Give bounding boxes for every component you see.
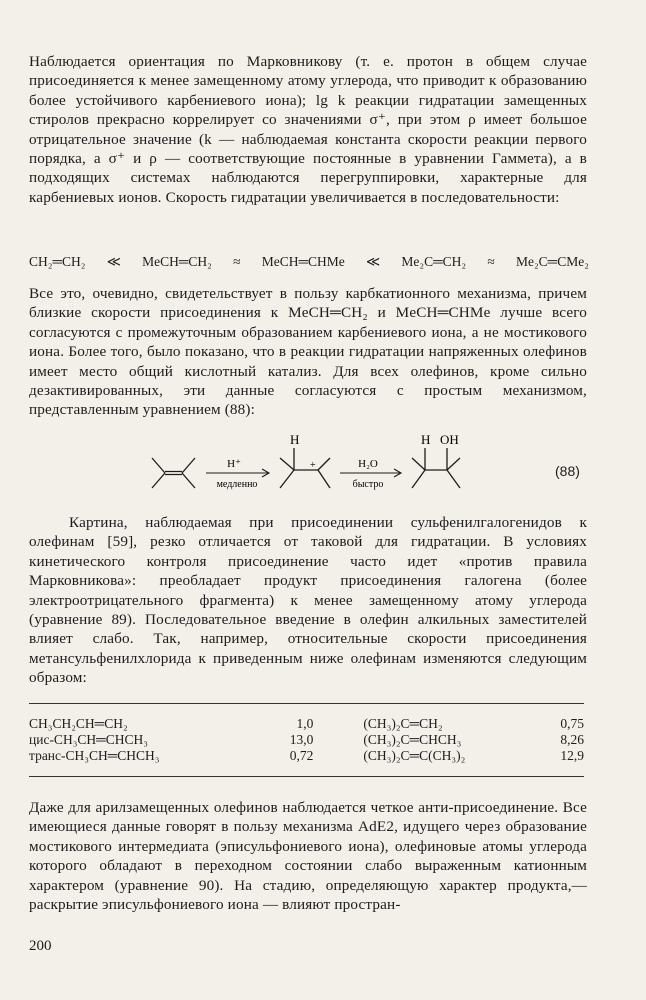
series-item: Me₂C═CH₂: [401, 254, 467, 269]
series-item: MeCH═CHMe: [261, 254, 345, 269]
rate-value: 1,0: [296, 716, 314, 731]
hydration-rate-series: [29, 254, 589, 270]
cation-hydrogen: H: [290, 432, 300, 447]
olefin-name: (CH₃)₂C═CHCH₃: [363, 732, 462, 747]
relative-rates-table: [29, 703, 584, 777]
olefin-name: (CH₃)₂C═CH₂: [363, 716, 443, 731]
paragraph-sulfenyl-halides: Картина, наблюдаемая при присоединении сульфенилгалогенидов к олефинам [59], резко отличается от таковой для гидратации. В условиях кинетического контроля присоединение часто идет «против правила Марковникова»: преобладает продукт присоединения галогена (более электроотрицательного фрагмента) к менее замещенному атому углерода (уравнение 89). Последовательное введение в олефин алкильных заместителей влияет слабо. Так, например, относительные скорости присоединения метансульфенилхлорида к приведенным ниже олефинам изменяются следующим образом:: [29, 514, 587, 687]
alcohol-structure: [412, 448, 460, 488]
arrow-label-water: H₂O: [358, 458, 378, 470]
equation-number: (88): [555, 463, 580, 479]
reaction-scheme-88: [140, 430, 480, 502]
product-hydrogen: H: [421, 432, 431, 447]
series-item: MeCH═CH₂: [142, 254, 212, 269]
olefin-name: транс-CH₃CH═CHCH₃: [29, 748, 160, 763]
page-number: 200: [29, 938, 52, 954]
product-hydroxyl: OH: [440, 432, 459, 447]
carbocation-structure: [280, 448, 330, 488]
cation-charge: +: [310, 460, 316, 471]
rate-value: 0,72: [289, 748, 314, 763]
rate-value: 8,26: [560, 732, 584, 747]
table-row: [29, 732, 584, 748]
arrow-label-proton: H⁺: [227, 458, 241, 470]
series-relation: ≪: [106, 254, 121, 269]
series-relation: ≈: [233, 254, 241, 269]
series-relation: ≈: [487, 254, 495, 269]
olefin-name: цис-CH₃CH═CHCH₃: [29, 732, 148, 747]
olefin-name: CH₃CH₂CH═CH₂: [29, 716, 128, 731]
rate-value: 13,0: [289, 732, 314, 747]
arrow-label-slow: медленно: [216, 479, 258, 490]
series-item: CH₂═CH₂: [29, 254, 86, 269]
fast-arrow: [340, 469, 401, 477]
table-row: [29, 748, 584, 764]
slow-arrow: [206, 469, 269, 477]
table-row: [29, 716, 584, 732]
rate-value: 12,9: [560, 748, 584, 763]
paragraph-aryl-olefins: Даже для арилзамещенных олефинов наблюдается четкое анти-присоединение. Все имеющиеся данные говорят в пользу механизма AdE2, идущего через образование мостикового интермедиата (эписульфониевого иона), олефиновые атомы углерода которого обладают в переходном состоянии слабо выраженным катионным характером (уравнение 90). На стадию, определяющую характер продукта,— раскрытие эписульфониевого иона — влияют простран-: [29, 799, 587, 914]
paragraph-markovnikov: Наблюдается ориентация по Марковникову (т. е. протон в общем случае присоединяется к менее замещенному атому углерода, что приводит к образованию более устойчивого карбениевого иона); lg k реакции гидратации замещенных стиролов прекрасно коррелирует со значениями σ⁺, при этом ρ имеет большое отрицательное значение (k — наблюдаемая константа скорости реакции первого порядка, а σ⁺ и ρ — соответствующие постоянные в уравнении Гаммета), а в подходящих системах наблюдаются перегруппировки, характерные для карбениевых ионов. Скорость гидратации увеличивается в последовательности:: [29, 53, 587, 206]
series-relation: ≪: [366, 254, 381, 269]
olefin-structure: [152, 458, 195, 488]
paragraph-carbocation: Все это, очевидно, свидетельствует в пользу карбкатионного механизма, причем близкие скорости присоединения к MeCH═CH₂ и MeCH═CHMe лучше всего согласуются с промежуточным образованием карбениевого иона, а не мостикового иона. Более того, было показано, что в реакции гидратации напряженных олефинов имеет место общий кислотный катализ. Для всех олефинов, кроме сильно дезактивированных, эти данные согласуются с простым механизмом, представленным уравнением (88):: [29, 285, 587, 419]
olefin-name: (CH₃)₂C═C(CH₃)₂: [363, 748, 466, 763]
arrow-label-fast: быстро: [352, 479, 384, 490]
rate-value: 0,75: [560, 716, 584, 731]
series-item: Me₂C═CMe₂: [515, 254, 589, 269]
